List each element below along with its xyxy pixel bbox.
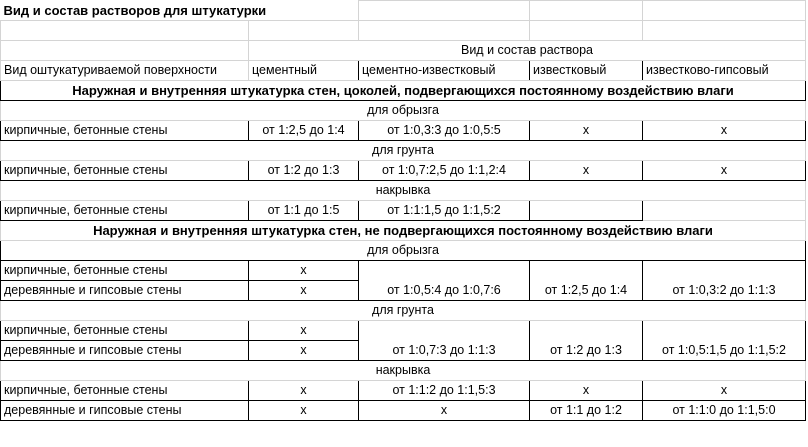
table-row [1,321,806,341]
col-header-cement[interactable]: цементный [249,61,359,81]
subsection-spray[interactable]: для обрызга [1,101,806,121]
cell[interactable] [1,41,249,61]
surface-cell[interactable]: кирпичные, бетонные стены [1,321,249,341]
surface-cell[interactable]: кирпичные, бетонные стены [1,381,249,401]
cell[interactable] [359,21,530,41]
value-cell[interactable]: от 1:1 до 1:5 [249,201,359,221]
value-cell[interactable]: х [249,321,359,341]
section-dry[interactable]: Наружная и внутренняя штукатурка стен, не подвергающихся постоянному воздействию влаги [1,221,806,241]
subsection-row [1,241,806,261]
subsection-row [1,301,806,321]
value-cell[interactable]: от 1:2 до 1:3 [249,161,359,181]
title-row [1,1,806,21]
value-cell[interactable]: от 1:2 до 1:3 [530,321,643,361]
subsection-spray[interactable]: для обрызга [1,241,806,261]
subsection-row [1,141,806,161]
value-cell[interactable] [530,201,643,221]
empty-row [1,21,806,41]
section-row [1,81,806,101]
value-cell[interactable]: х [643,381,806,401]
table-row [1,121,806,141]
value-cell[interactable]: от 1:1 до 1:2 [530,401,643,421]
value-cell[interactable]: от 1:1:0 до 1:1,5:0 [643,401,806,421]
value-cell[interactable]: от 1:2,5 до 1:4 [249,121,359,141]
surface-header[interactable]: Вид оштукатуриваемой поверхности [1,61,249,81]
table-row [1,161,806,181]
table-row [1,381,806,401]
group-header-row [1,41,806,61]
subsection-cover[interactable]: накрывка [1,181,806,201]
value-cell[interactable]: от 1:2,5 до 1:4 [530,261,643,301]
value-cell[interactable]: от 1:1:2 до 1:1,5:3 [359,381,530,401]
value-cell[interactable]: от 1:0,3:2 до 1:1:3 [643,261,806,301]
value-cell[interactable]: х [249,261,359,281]
cell[interactable] [530,21,643,41]
surface-cell[interactable]: кирпичные, бетонные стены [1,201,249,221]
surface-cell[interactable]: кирпичные, бетонные стены [1,161,249,181]
cell[interactable] [530,1,643,21]
cell[interactable] [643,1,806,21]
subsection-cover[interactable]: накрывка [1,361,806,381]
value-cell[interactable]: от 1:0,7:2,5 до 1:1,2:4 [359,161,530,181]
value-cell[interactable]: х [643,161,806,181]
subsection-primer[interactable]: для грунта [1,301,806,321]
cell[interactable] [249,21,359,41]
col-header-cement-lime[interactable]: цементно-известковый [359,61,530,81]
section-row [1,221,806,241]
value-cell[interactable]: от 1:0,5:4 до 1:0,7:6 [359,261,530,301]
subsection-row [1,181,806,201]
subsection-row [1,101,806,121]
composition-group-header[interactable]: Вид и состав раствора [249,41,806,61]
table-row [1,201,806,221]
value-cell[interactable]: х [249,341,359,361]
surface-cell[interactable]: кирпичные, бетонные стены [1,261,249,281]
col-header-lime[interactable]: известковый [530,61,643,81]
value-cell[interactable]: х [530,161,643,181]
value-cell[interactable]: х [643,121,806,141]
column-header-row [1,61,806,81]
cell[interactable] [643,21,806,41]
value-cell[interactable]: от 1:0,5:1,5 до 1:1,5:2 [643,321,806,361]
value-cell[interactable]: х [249,381,359,401]
surface-cell[interactable]: деревянные и гипсовые стены [1,281,249,301]
sheet-title[interactable]: Вид и состав растворов для штукатурки [3,2,267,18]
value-cell[interactable]: х [249,281,359,301]
table-row [1,401,806,421]
value-cell[interactable]: от 1:0,3:3 до 1:0,5:5 [359,121,530,141]
value-cell[interactable]: х [249,401,359,421]
table-row [1,261,806,281]
cell[interactable] [359,1,530,21]
subsection-primer[interactable]: для грунта [1,141,806,161]
surface-cell[interactable]: деревянные и гипсовые стены [1,341,249,361]
surface-cell[interactable]: деревянные и гипсовые стены [1,401,249,421]
section-wet[interactable]: Наружная и внутренняя штукатурка стен, цоколей, подвергающихся постоянному воздействию влаги [1,81,806,101]
value-cell[interactable]: х [530,381,643,401]
col-header-lime-gypsum[interactable]: известково-гипсовый [643,61,806,81]
value-cell[interactable]: х [530,121,643,141]
cell[interactable] [643,201,806,221]
cell[interactable] [1,21,249,41]
value-cell[interactable]: х [359,401,530,421]
value-cell[interactable]: от 1:0,7:3 до 1:1:3 [359,321,530,361]
subsection-row [1,361,806,381]
value-cell[interactable]: от 1:1:1,5 до 1:1,5:2 [359,201,530,221]
surface-cell[interactable]: кирпичные, бетонные стены [1,121,249,141]
